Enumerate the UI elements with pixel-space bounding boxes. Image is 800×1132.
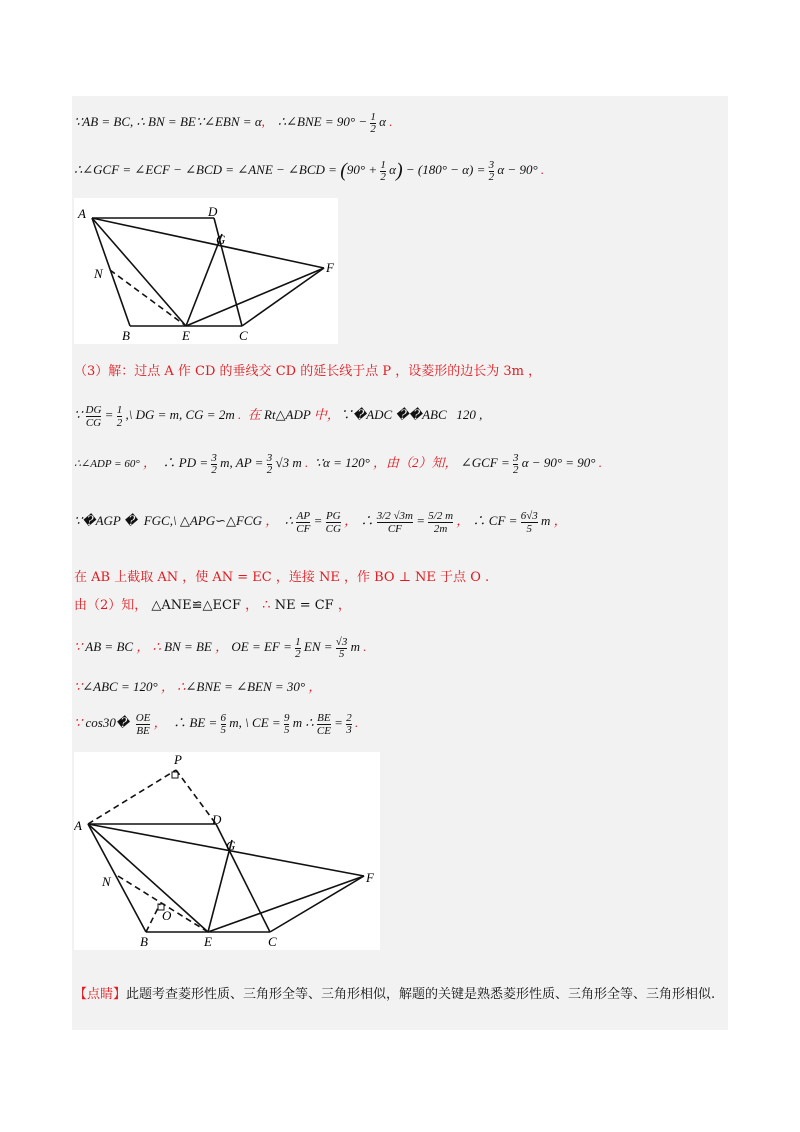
fig1-label-N: N [94,266,103,281]
line-1-text: ∵AB = BC, ∴ BN = BE∵∠EBN = α, ∴∠BNE = 90° − $\frac{1}{2}$ α . [74,111,393,135]
fig2-label-A: A [74,818,82,833]
line-6-text: ∵�AGP � FGC,\ △APG∽△FCG ， ∴ $\frac{AP}{CF}$ = $\frac{PG}{CG}$ ， ∴ $\frac{3/2 √3m}{CF}$ = $\frac{5/2 m}{2m}$ ， ∴ CF = $\frac{6√3}{5}$ m ， [74,510,567,535]
line-5-text: ∴∠ADP = 60° ， ∴ PD = $\frac{3}{2}$ m, AP = $\frac{3}{2}$ √3 m . ∵α = 120° ，由（2）知， ∠GCF = $\frac{3}{2}$ α − 90° = 90° . [74,451,603,476]
figure-rhombus-2 [74,752,380,950]
text-line-9 [74,636,366,660]
fig2-label-N: N [102,874,111,889]
fig2-label-P: P [174,752,182,767]
fig2-label-F: F [366,870,374,885]
text-line-12 [74,978,724,1012]
line-9-text: ∵ AB = BC ， ∴ BN = BE ， OE = EF = $\frac{1}{2}$ EN = $\frac{√3}{5}$ m . [74,635,367,660]
fig1-label-C: C [239,328,248,343]
text-line-1 [74,112,392,135]
dianjing-label: 【点睛】 [74,987,127,1002]
figure-rhombus-1 [74,198,338,344]
fig2-label-G: G [226,838,236,853]
line-11-text: ∵ cos30� $\frac{OE}{BE}$ ， ∴ BE = $\frac{6}{5}$ m, \ CE = $\frac{9}{5}$ m ∴ $\frac{BE}{CE}$ = $\frac{2}{3}$ . [74,712,359,737]
text-line-7 [74,566,489,585]
text-line-8 [74,594,351,613]
fig1-label-E: E [182,328,190,343]
line-3-text: （3）解：过点 A 作 CD 的垂线交 CD 的延长线于点 P ，设菱形的边长为 3m ， [74,364,542,379]
text-line-5 [74,452,602,476]
text-line-3 [74,360,541,379]
text-line-4 [74,404,482,429]
fig1-label-A: A [78,206,86,221]
line-8-text: 由（2）知， △ANE≌△ECF ， ∴ NE = CF ， [74,598,351,613]
fig2-label-O: O [162,908,172,923]
fig1-label-D: D [208,204,218,219]
text-line-2 [74,160,544,183]
fig2-label-D: D [212,812,222,827]
text-line-6 [74,510,567,535]
line-4-text: ∵ $\frac{DG}{CG}$ = $\frac{1}{2}$ ,\ DG = m, CG = 2m . 在 Rt△ADP 中，∵�ADC ��ABC 120 , [74,404,483,429]
line-7-text: 在 AB 上截取 AN ，使 AN = EC ，连接 NE ，作 BO ⊥ NE 于点 O . [74,570,490,585]
fig2-label-E: E [204,934,212,949]
line-10-text: ∵∠ABC = 120° ， ∴∠BNE = ∠BEN = 30° ， [74,679,322,694]
line-12-text: 此题考查菱形性质、三角形全等、三角形相似，解题的关键是熟悉菱形性质、三角形全等、三角形相似. [126,987,716,1002]
fig1-label-F: F [326,260,334,275]
fig1-label-G: G [216,232,226,247]
fig1-label-B: B [122,328,130,343]
figure-2-svg [74,752,380,950]
fig2-label-C: C [268,934,277,949]
text-line-11 [74,712,358,737]
figure-1-svg [74,198,338,344]
fig2-label-B: B [140,934,148,949]
text-line-10 [74,676,321,695]
line-2-text: ∴∠GCF = ∠ECF − ∠BCD = ∠ANE − ∠BCD = (90° + $\frac{1}{2}$ α) − (180° − α) = $\frac{3}{2}$ α − 90° . [74,159,545,183]
